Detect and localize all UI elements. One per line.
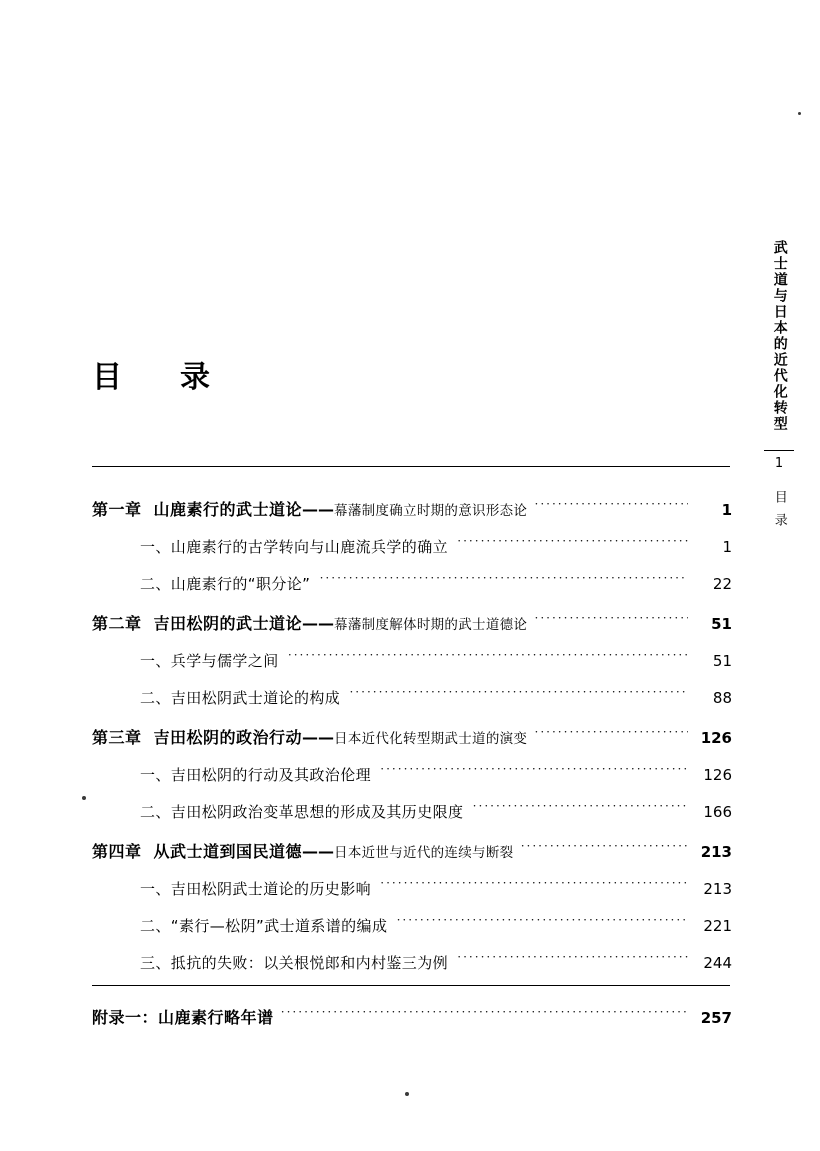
page-number: 1 (721, 501, 732, 519)
page-number: 126 (700, 729, 732, 747)
section-title: 二、吉田松阴武士道论的构成 (140, 689, 341, 707)
side-running-head-text: 武士道与日本的近代化转型 (771, 240, 788, 432)
chapter-title: 山鹿素行的武士道论 (153, 500, 303, 519)
page-number: 22 (712, 575, 732, 593)
side-divider (764, 450, 794, 451)
side-page-number: 1 (774, 456, 784, 471)
page-number: 213 (703, 880, 732, 898)
toc-entry-chapter[interactable] (92, 725, 732, 748)
chapter-dash: —— (302, 500, 335, 519)
section-title: 二、吉田松阴政治变革思想的形成及其历史限度 (140, 803, 464, 821)
toc-entry-section[interactable] (140, 915, 732, 936)
toc-entry-chapter[interactable] (92, 497, 732, 520)
toc-entry-chapter[interactable] (92, 839, 732, 862)
leader-dots (396, 916, 688, 931)
toc-entry-section[interactable] (140, 764, 732, 785)
leader-dots (281, 1007, 688, 1023)
leader-dots (520, 841, 688, 857)
page-number: 244 (703, 954, 732, 972)
divider-bottom (92, 985, 730, 986)
chapter-title: 吉田松阴的武士道论 (153, 614, 303, 633)
section-title: 三、抵抗的失败：以关根悦郎和内村鉴三为例 (140, 954, 449, 972)
chapter-number: 第一章 (92, 500, 142, 519)
chapter-subtitle: 日本近代化转型期武士道的演变 (334, 731, 528, 747)
side-footer (766, 490, 792, 541)
section-title: 一、吉田松阴武士道论的历史影响 (140, 880, 372, 898)
page-number: 126 (703, 766, 732, 784)
page-number: 221 (703, 917, 732, 935)
chapter-dash: —— (302, 728, 335, 747)
toc-list (92, 480, 732, 973)
section-title: 二、“素行—松阴”武士道系谱的编成 (140, 917, 388, 935)
chapter-title: 从武士道到国民道德 (153, 842, 303, 861)
page-number: 166 (703, 803, 732, 821)
side-running-head (766, 240, 792, 437)
scan-speck (798, 112, 801, 115)
chapter-subtitle: 幕藩制度解体时期的武士道德论 (334, 617, 528, 633)
scan-speck (82, 796, 86, 800)
leader-dots (288, 651, 688, 666)
page-title: 目 录 (92, 360, 224, 395)
scan-speck (405, 1092, 409, 1096)
chapter-subtitle: 幕藩制度确立时期的意识形态论 (334, 503, 528, 519)
chapter-subtitle: 日本近世与近代的连续与断裂 (334, 845, 514, 861)
toc-appendix (92, 1005, 732, 1028)
toc-entry-appendix[interactable] (92, 1005, 732, 1028)
leader-dots (472, 802, 688, 817)
chapter-title: 吉田松阴的政治行动 (153, 728, 303, 747)
toc-entry-section[interactable] (140, 952, 732, 973)
toc-entry-section[interactable] (140, 687, 732, 708)
toc-entry-section[interactable] (140, 650, 732, 671)
leader-dots (349, 688, 688, 703)
leader-dots (380, 765, 688, 780)
page-number: 257 (700, 1009, 732, 1027)
leader-dots (457, 953, 688, 968)
leader-dots (457, 537, 688, 552)
leader-dots (380, 879, 688, 894)
chapter-dash: —— (302, 842, 335, 861)
toc-entry-section[interactable] (140, 536, 732, 557)
section-title: 一、兵学与儒学之间 (140, 652, 279, 670)
chapter-number: 第二章 (92, 614, 142, 633)
section-title: 一、山鹿素行的古学转向与山鹿流兵学的确立 (140, 538, 449, 556)
chapter-number: 第四章 (92, 842, 142, 861)
chapter-number: 第三章 (92, 728, 142, 747)
leader-dots (319, 574, 688, 589)
page-number: 88 (712, 689, 732, 707)
page-number: 51 (712, 652, 732, 670)
toc-entry-section[interactable] (140, 573, 732, 594)
section-title: 一、吉田松阴的行动及其政治伦理 (140, 766, 372, 784)
leader-dots (534, 613, 688, 629)
chapter-dash: —— (302, 614, 335, 633)
section-title: 二、山鹿素行的“职分论” (140, 575, 311, 593)
toc-entry-chapter[interactable] (92, 611, 732, 634)
leader-dots (534, 727, 688, 743)
divider-top (92, 466, 730, 467)
toc-entry-section[interactable] (140, 801, 732, 822)
leader-dots (534, 499, 688, 515)
page-number: 213 (700, 843, 732, 861)
page-number: 51 (711, 615, 732, 633)
toc-entry-section[interactable] (140, 878, 732, 899)
appendix-title: 附录一：山鹿素行略年谱 (92, 1008, 274, 1027)
side-footer-text: 目录 (771, 490, 787, 536)
page-number: 1 (722, 538, 732, 556)
